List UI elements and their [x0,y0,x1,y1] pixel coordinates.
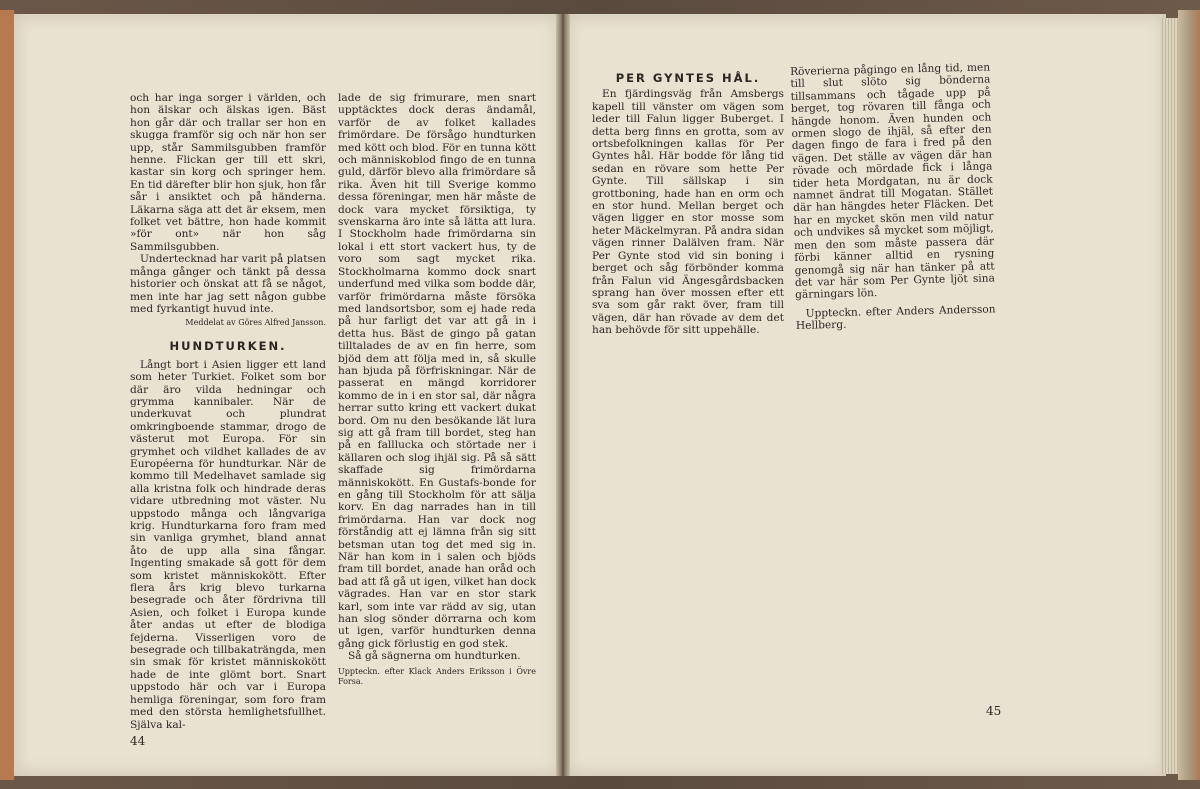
attribution: Uppteckn. efter Anders Andersson Hellberg. [795,303,996,333]
page-stack-edge [1160,18,1178,774]
book-cover-edge-left [0,10,15,780]
paragraph: En fjärdingsväg från Amsbergs kapell till vänster om vägen som leder till Falun ligger Buberget. I detta berg finns en grotta, som av ortsbefolkningen kallas för Per Gyntes hål. Här bodde för lång tid sedan en rövare som hette Per Gynte. Till sällskap i sin grottboning, hade han en orm och en stor hund. Mellan berget och vägen ligger en stor mosse som heter Mäckelmyran. På andra sidan vägen rinner Dalälven fram. När Per Gynte stod vid sin boning i berget och såg förbönder komma från Falun vid Ängesgårdsbacken sprang han över mossen efter ett sva som går rakt över, fram till vägen, där han rövade av dem det han behövde för sitt uppehälle. [592,88,784,337]
paragraph: Röverierna pågingo en lång tid, men till slut slöto sig bönderna tillsammans och tågade upp på berget, tog rövaren till fånga och hängde honom. Även hunden och ormen slogo de ihjäl, så efter den dagen fingo de fara i fred på den vägen. Det ställe av vägen där han rövade och mördade fick i långa tider heta Mordgatan, nu är dock namnet ändrat till Mogatan. Stället där han hängdes heter Fläcken. Det har en mycket skön men vild natur och undvikes så mycket som möjligt, men den som måste passera där förbi känner alltid en rysning genomgå sig när han tänker på att det var här som Per Gynte ljöt sina gärningars lön. [790,61,996,302]
paragraph: lade de sig frimurare, men snart upptäcktes dock deras ändamål, varför de av folket kallades frimördare. De försågo hundturken med kött och blod. För en tunna kött och människoblod fingo de en tunna guld, därför blevo alla frimördare så rika. Även hit till Sverige kommo dessa föreningar, men här måste de dock vara mycket försiktiga, ty svenskarna äro inte så lätta att lura. I Stockholm hade frimördarna sin lokal i ett stort vackert hus, ty de voro som sagt mycket rika. Stockholmarna kommo dock snart underfund med vilka som bodde där, varför frimördarna måste försöka med landsortsbor, som ej hade reda på hur farligt det var att gå in i detta hus. Bäst de gingo på gatan tilltalades de av en fin herre, som bjöd dem att följa med in, så skulle han bjuda på förfriskningar. När de passerat en mängd korridorer kommo de in i en stor sal, där några herrar sutto kring ett vackert dukat bord. Om nu den besökande lät lura sig att gå fram till bordet, steg han på en falllucka och störtade ner i källaren och slog ihjäl sig. På så sätt skaffade sig frimördarna människokött. En Gustafs-bonde for en gång till Stockholm för att sälja korv. En dag narrades han in till frimördarna. Han var dock nog förståndig att ej lämna från sig sitt betsman utan tog det med sig in. När han kom in i salen och bjöds fram till bordet, anade han oråd och bad att få gå ut igen, vilket han dock vägrades. Han var en stor stark karl, som inte var rädd av sig, utan han slog sönder dörrarna och kom ut igen, varför hundturken denna gång gick förlustig en god stek. [338,92,536,650]
right-page-column-c [592,72,784,337]
paragraph: och har inga sorger i världen, och hon älskar och älskas igen. Bäst hon går där och trallar ser hon en skugga framför sig och när hon ser upp, står Sammilsgubben framför henne. Flickan ger till ett skri, kastar sin korg och springer hem. En tid därefter blir hon sjuk, hon får sår i ansiktet och på händerna. Läkarna säga att det är eksem, men folket vet bättre, hon hade kommit »för ont» när hon såg Sammilsgubben. [130,92,326,253]
paragraph: Långt bort i Asien ligger ett land som heter Turkiet. Folket som bor där äro vilda hedningar och grymma kannibaler. När de underkuvat och plundrat omkringboende stammar, drogo de västerut mot Europa. För sin grymhet och vildhet kallades de av Européerna för hundturkar. När de kommo till Medelhavet samlade sig alla kristna folk och hindrade deras vidare utbredning mot väster. Nu uppstodo många och långvariga krig. Hundturkarna foro fram med sin vanliga grymhet, bland annat åto de upp alla sina fångar. Ingenting smakade så gott för dem som kristet människokött. Efter flera års krig blevo turkarna besegrade och åter fördrivna till Asien, och folket i Europa kunde åter andas ut efter de blodiga fejderna. Visserligen voro de besegrade och tillbakaträngda, men sin smak för kristet människokött hade de inte glömt bort. Snart uppstodo här och var i Europa hemliga föreningar, som foro fram med den största hemlighetsfullhet. Själva kal- [130,358,326,731]
book-cover-edge-right [1178,10,1200,780]
attribution: Uppteckn. efter Klack Anders Eriksson i Övre Forsa. [338,666,536,686]
left-page-column-b [338,92,536,687]
book-gutter [556,14,570,776]
story-heading: HUNDTURKEN. [169,339,287,354]
paragraph: Så gå sägnerna om hundturken. [348,650,521,663]
page-number-left: 44 [130,734,146,748]
attribution: Meddelat av Göres Alfred Jansson. [185,318,326,328]
story-heading: PER GYNTES HÅL. [615,71,761,85]
page-number-right: 45 [986,704,1002,718]
right-page-column-d [790,61,996,332]
left-page-column-a [130,92,326,731]
paragraph: Undertecknad har varit på platsen många gånger och tänkt på dessa historier och önskat att få se något, men inte har jag sett någon gubbe med fyrkantigt huvud inte. [130,253,326,315]
